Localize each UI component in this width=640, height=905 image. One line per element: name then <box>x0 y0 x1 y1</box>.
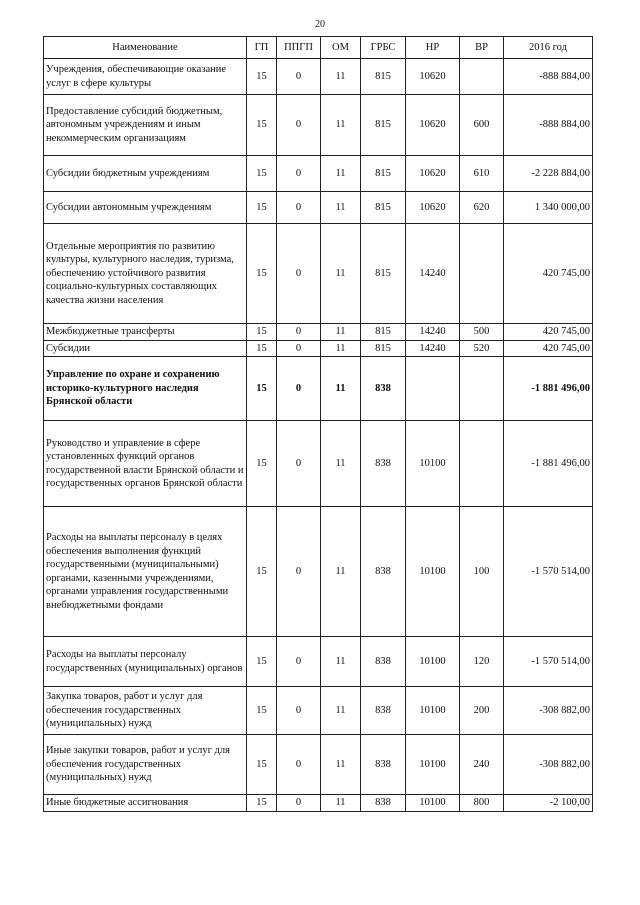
cell-grbs: 838 <box>361 687 406 735</box>
cell-gp: 15 <box>247 421 277 507</box>
col-header-name: Наименование <box>44 37 247 59</box>
cell-om: 11 <box>321 224 361 324</box>
cell-amount: -1 881 496,00 <box>504 357 593 421</box>
cell-gp: 15 <box>247 95 277 156</box>
cell-grbs: 815 <box>361 156 406 192</box>
cell-vr: 800 <box>460 795 504 812</box>
cell-gp: 15 <box>247 156 277 192</box>
cell-name: Иные бюджетные ассигнования <box>44 795 247 812</box>
cell-nr: 10100 <box>406 637 460 687</box>
page-number: 20 <box>315 19 325 30</box>
cell-om: 11 <box>321 340 361 357</box>
cell-grbs: 838 <box>361 421 406 507</box>
table-body <box>44 59 593 812</box>
table-row <box>44 357 593 421</box>
cell-gp: 15 <box>247 357 277 421</box>
cell-amount: -308 882,00 <box>504 735 593 795</box>
cell-gp: 15 <box>247 507 277 637</box>
cell-ppgp: 0 <box>277 637 321 687</box>
cell-name: Межбюджетные трансферты <box>44 324 247 341</box>
cell-grbs: 815 <box>361 192 406 224</box>
col-header-ppgp: ППГП <box>277 37 321 59</box>
cell-gp: 15 <box>247 340 277 357</box>
cell-name: Субсидии автономным учреждениям <box>44 192 247 224</box>
cell-name: Учреждения, обеспечивающие оказание услуг в сфере культуры <box>44 59 247 95</box>
cell-name: Руководство и управление в сфере установленных функций органов государственной власти Брянской области и государственных органов Брянской области <box>44 421 247 507</box>
col-header-om: ОМ <box>321 37 361 59</box>
cell-grbs: 838 <box>361 795 406 812</box>
cell-vr <box>460 421 504 507</box>
cell-name: Субсидии бюджетным учреждениям <box>44 156 247 192</box>
cell-vr: 500 <box>460 324 504 341</box>
cell-om: 11 <box>321 156 361 192</box>
cell-om: 11 <box>321 735 361 795</box>
cell-name: Иные закупки товаров, работ и услуг для обеспечения государственных (муниципальных) нужд <box>44 735 247 795</box>
col-header-nr: НР <box>406 37 460 59</box>
table-header-row <box>44 37 593 59</box>
cell-vr <box>460 224 504 324</box>
cell-amount: 420 745,00 <box>504 340 593 357</box>
cell-gp: 15 <box>247 324 277 341</box>
cell-ppgp: 0 <box>277 156 321 192</box>
table-row <box>44 735 593 795</box>
cell-grbs: 815 <box>361 224 406 324</box>
table-row <box>44 95 593 156</box>
table-row <box>44 687 593 735</box>
cell-om: 11 <box>321 507 361 637</box>
cell-vr: 100 <box>460 507 504 637</box>
col-header-grbs: ГРБС <box>361 37 406 59</box>
cell-gp: 15 <box>247 735 277 795</box>
cell-nr: 14240 <box>406 324 460 341</box>
cell-nr: 10620 <box>406 95 460 156</box>
table-row <box>44 340 593 357</box>
cell-grbs: 838 <box>361 637 406 687</box>
cell-om: 11 <box>321 324 361 341</box>
cell-vr: 610 <box>460 156 504 192</box>
cell-name: Отдельные мероприятия по развитию культуры, культурного наследия, туризма, обеспечению устойчивого развития социально-культурных составляющих качества жизни населения <box>44 224 247 324</box>
cell-om: 11 <box>321 795 361 812</box>
cell-ppgp: 0 <box>277 95 321 156</box>
cell-nr: 10100 <box>406 507 460 637</box>
table-row <box>44 156 593 192</box>
cell-ppgp: 0 <box>277 324 321 341</box>
cell-ppgp: 0 <box>277 687 321 735</box>
cell-gp: 15 <box>247 224 277 324</box>
cell-ppgp: 0 <box>277 507 321 637</box>
cell-vr <box>460 59 504 95</box>
cell-grbs: 838 <box>361 507 406 637</box>
cell-ppgp: 0 <box>277 795 321 812</box>
cell-amount: 1 340 000,00 <box>504 192 593 224</box>
cell-nr: 10620 <box>406 59 460 95</box>
cell-grbs: 815 <box>361 95 406 156</box>
cell-nr <box>406 357 460 421</box>
cell-gp: 15 <box>247 795 277 812</box>
cell-om: 11 <box>321 637 361 687</box>
budget-table <box>43 36 593 812</box>
table-row <box>44 192 593 224</box>
cell-name: Управление по охране и сохранению историко-культурного наследия Брянской области <box>44 357 247 421</box>
cell-vr: 520 <box>460 340 504 357</box>
cell-gp: 15 <box>247 192 277 224</box>
cell-om: 11 <box>321 687 361 735</box>
cell-amount: -888 884,00 <box>504 59 593 95</box>
cell-nr: 10100 <box>406 687 460 735</box>
cell-nr: 10620 <box>406 192 460 224</box>
cell-amount: -308 882,00 <box>504 687 593 735</box>
cell-ppgp: 0 <box>277 735 321 795</box>
table-row <box>44 421 593 507</box>
cell-amount: -1 881 496,00 <box>504 421 593 507</box>
cell-grbs: 838 <box>361 357 406 421</box>
cell-amount: -888 884,00 <box>504 95 593 156</box>
cell-nr: 14240 <box>406 340 460 357</box>
table-row <box>44 637 593 687</box>
cell-om: 11 <box>321 95 361 156</box>
table-row <box>44 795 593 812</box>
cell-amount: -1 570 514,00 <box>504 637 593 687</box>
cell-nr: 14240 <box>406 224 460 324</box>
cell-vr: 620 <box>460 192 504 224</box>
cell-amount: -2 228 884,00 <box>504 156 593 192</box>
cell-vr: 120 <box>460 637 504 687</box>
col-header-vr: ВР <box>460 37 504 59</box>
cell-grbs: 838 <box>361 735 406 795</box>
cell-amount: -1 570 514,00 <box>504 507 593 637</box>
cell-vr <box>460 357 504 421</box>
cell-amount: -2 100,00 <box>504 795 593 812</box>
cell-vr: 600 <box>460 95 504 156</box>
cell-grbs: 815 <box>361 324 406 341</box>
cell-ppgp: 0 <box>277 224 321 324</box>
cell-name: Закупка товаров, работ и услуг для обеспечения государственных (муниципальных) нужд <box>44 687 247 735</box>
cell-amount: 420 745,00 <box>504 324 593 341</box>
table-row <box>44 507 593 637</box>
cell-name: Расходы на выплаты персоналу государственных (муниципальных) органов <box>44 637 247 687</box>
cell-name: Субсидии <box>44 340 247 357</box>
cell-nr: 10100 <box>406 795 460 812</box>
table-row <box>44 59 593 95</box>
cell-name: Расходы на выплаты персоналу в целях обеспечения выполнения функций государственными (муниципальными) органами, казенными учреждениями, органами управления государственными внебюджетными фондами <box>44 507 247 637</box>
cell-vr: 240 <box>460 735 504 795</box>
cell-nr: 10100 <box>406 421 460 507</box>
cell-ppgp: 0 <box>277 59 321 95</box>
cell-vr: 200 <box>460 687 504 735</box>
cell-gp: 15 <box>247 687 277 735</box>
cell-om: 11 <box>321 59 361 95</box>
col-header-gp: ГП <box>247 37 277 59</box>
table-row <box>44 324 593 341</box>
cell-om: 11 <box>321 421 361 507</box>
col-header-year: 2016 год <box>504 37 593 59</box>
cell-grbs: 815 <box>361 59 406 95</box>
cell-grbs: 815 <box>361 340 406 357</box>
cell-amount: 420 745,00 <box>504 224 593 324</box>
cell-ppgp: 0 <box>277 357 321 421</box>
cell-ppgp: 0 <box>277 421 321 507</box>
cell-nr: 10100 <box>406 735 460 795</box>
table-row <box>44 224 593 324</box>
cell-om: 11 <box>321 357 361 421</box>
cell-ppgp: 0 <box>277 340 321 357</box>
cell-nr: 10620 <box>406 156 460 192</box>
cell-gp: 15 <box>247 637 277 687</box>
cell-om: 11 <box>321 192 361 224</box>
cell-name: Предоставление субсидий бюджетным, автономным учреждениям и иным некоммерческим организациям <box>44 95 247 156</box>
cell-gp: 15 <box>247 59 277 95</box>
cell-ppgp: 0 <box>277 192 321 224</box>
